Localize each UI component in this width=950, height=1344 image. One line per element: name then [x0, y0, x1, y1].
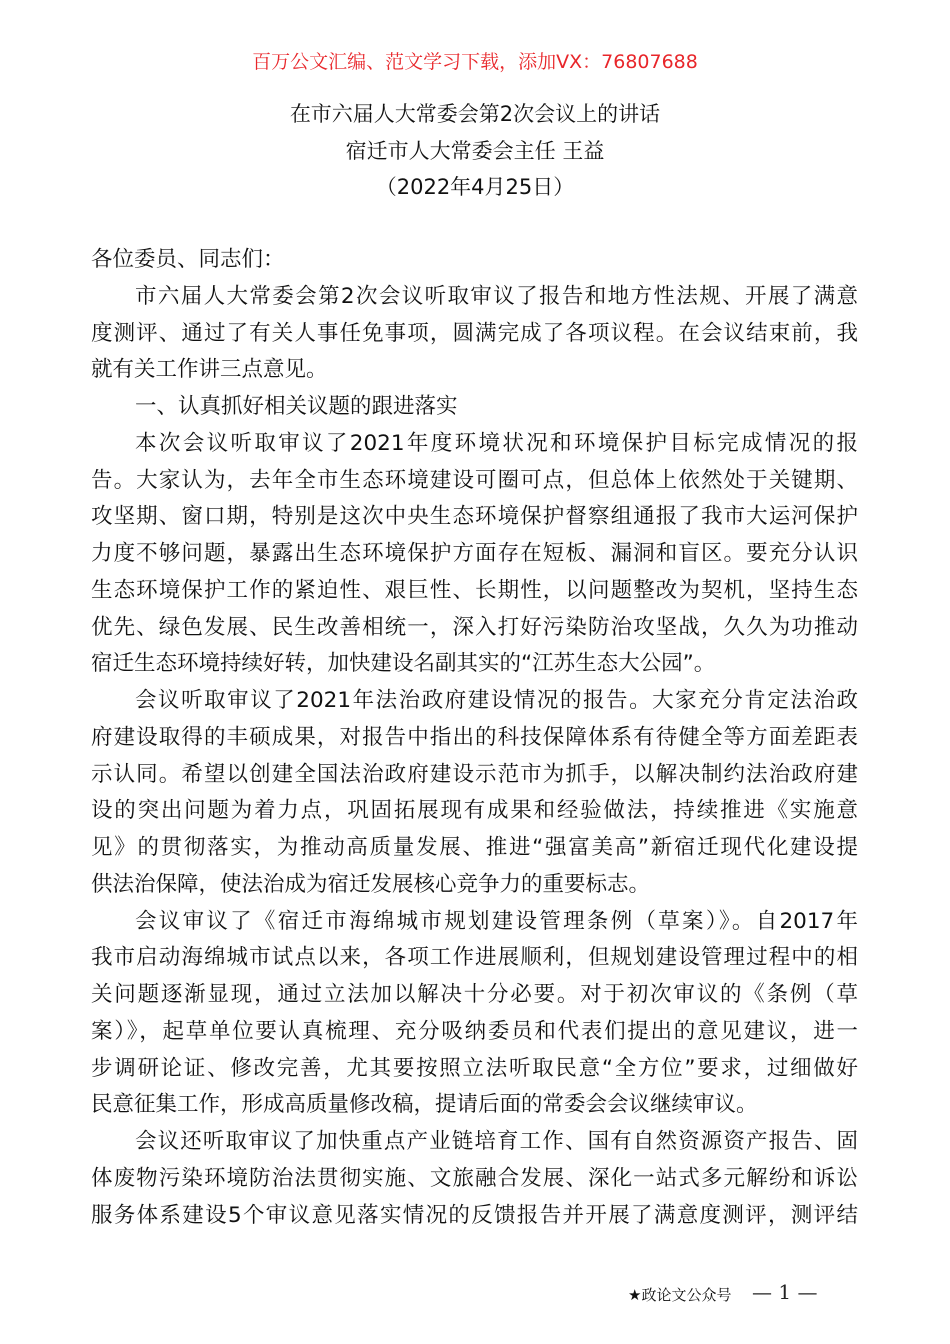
speaker-line: 宿迁市人大常委会主任 王益 [345, 139, 605, 163]
text-line: 服务体系建设5个审议意见落实情况的反馈报告并开展了满意度测评，测评结 [91, 1202, 858, 1228]
text-line: 告。大家认为，去年全市生态环境建设可圈可点，但总体上依然处于关键期、 [91, 467, 858, 493]
text-line: 优先、绿色发展、民生改善相统一，深入打好污染防治攻坚战，久久为功推动 [91, 614, 858, 640]
text-line: 宿迁生态环境持续好转，加快建设名副其实的“江苏生态大公园”。 [91, 651, 716, 677]
text-line: 度测评、通过了有关人事任免事项，圆满完成了各项议程。在会议结束前，我 [91, 320, 858, 346]
text-line: 关问题逐渐显现，通过立法加以解决十分必要。对于初次审议的《条例（草 [91, 982, 858, 1007]
document-body [91, 242, 858, 1234]
text-line: 会议还听取审议了加快重点产业链培育工作、国有自然资源资产报告、固 [135, 1129, 858, 1154]
page-number: — 1 — [752, 1280, 818, 1304]
text-line: 本次会议听取审议了2021年度环境状况和环境保护目标完成情况的报 [135, 430, 858, 456]
text-line: 会议听取审议了2021年法治政府建设情况的报告。大家充分肯定法治政 [135, 688, 858, 713]
speech-title: 在市六届人大常委会第2次会议上的讲话 [289, 102, 661, 126]
text-line: 示认同。希望以创建全国法治政府建设示范市为抓手，以解决制约法治政府建 [91, 761, 858, 787]
text-line: 会议审议了《宿迁市海绵城市规划建设管理条例（草案）》。自2017年 [135, 908, 858, 934]
watermark-banner: 百万公文汇编、范文学习下载，添加VX：76807688 [252, 51, 698, 73]
text-line: 各位委员、同志们： [91, 247, 285, 272]
text-line: 生态环境保护工作的紧迫性、艰巨性、长期性，以问题整改为契机，坚持生态 [91, 577, 858, 603]
text-line: 一、认真抓好相关议题的跟进落实 [135, 394, 458, 419]
text-line: 案）》，起草单位要认真梳理、充分吸纳委员和代表们提出的意见建议，进一 [91, 1018, 858, 1044]
text-line: 我市启动海绵城市试点以来，各项工作进展顺利，但规划建设管理过程中的相 [91, 945, 858, 971]
text-line: 见》的贯彻落实，为推动高质量发展、推进“强富美高”新宿迁现代化建设提 [91, 835, 858, 860]
text-line: 体废物污染环境防治法贯彻实施、文旅融合发展、深化一站式多元解纷和诉讼 [91, 1165, 858, 1191]
text-line: 力度不够问题，暴露出生态环境保护方面存在短板、漏洞和盲区。要充分认识 [91, 541, 858, 566]
footer-source: ★政论文公众号 [628, 1286, 732, 1304]
text-line: 步调研论证、修改完善，尤其要按照立法听取民意“全方位”要求，过细做好 [91, 1055, 858, 1081]
text-line: 就有关工作讲三点意见。 [91, 357, 328, 383]
text-line: 府建设取得的丰硕成果，对报告中指出的科技保障体系有待健全等方面差距表 [91, 724, 858, 750]
text-line: 攻坚期、窗口期，特别是这次中央生态环境保护督察组通报了我市大运河保护 [91, 504, 858, 530]
text-line: 供法治保障，使法治成为宿迁发展核心竞争力的重要标志。 [91, 871, 651, 897]
speech-date: （2022年4月25日） [375, 175, 575, 199]
text-line: 民意征集工作，形成高质量修改稿，提请后面的常委会会议继续审议。 [91, 1092, 758, 1118]
text-line: 设的突出问题为着力点，巩固拓展现有成果和经验做法，持续推进《实施意 [91, 798, 858, 824]
text-line: 市六届人大常委会第2次会议听取审议了报告和地方性法规、开展了满意 [135, 283, 858, 309]
